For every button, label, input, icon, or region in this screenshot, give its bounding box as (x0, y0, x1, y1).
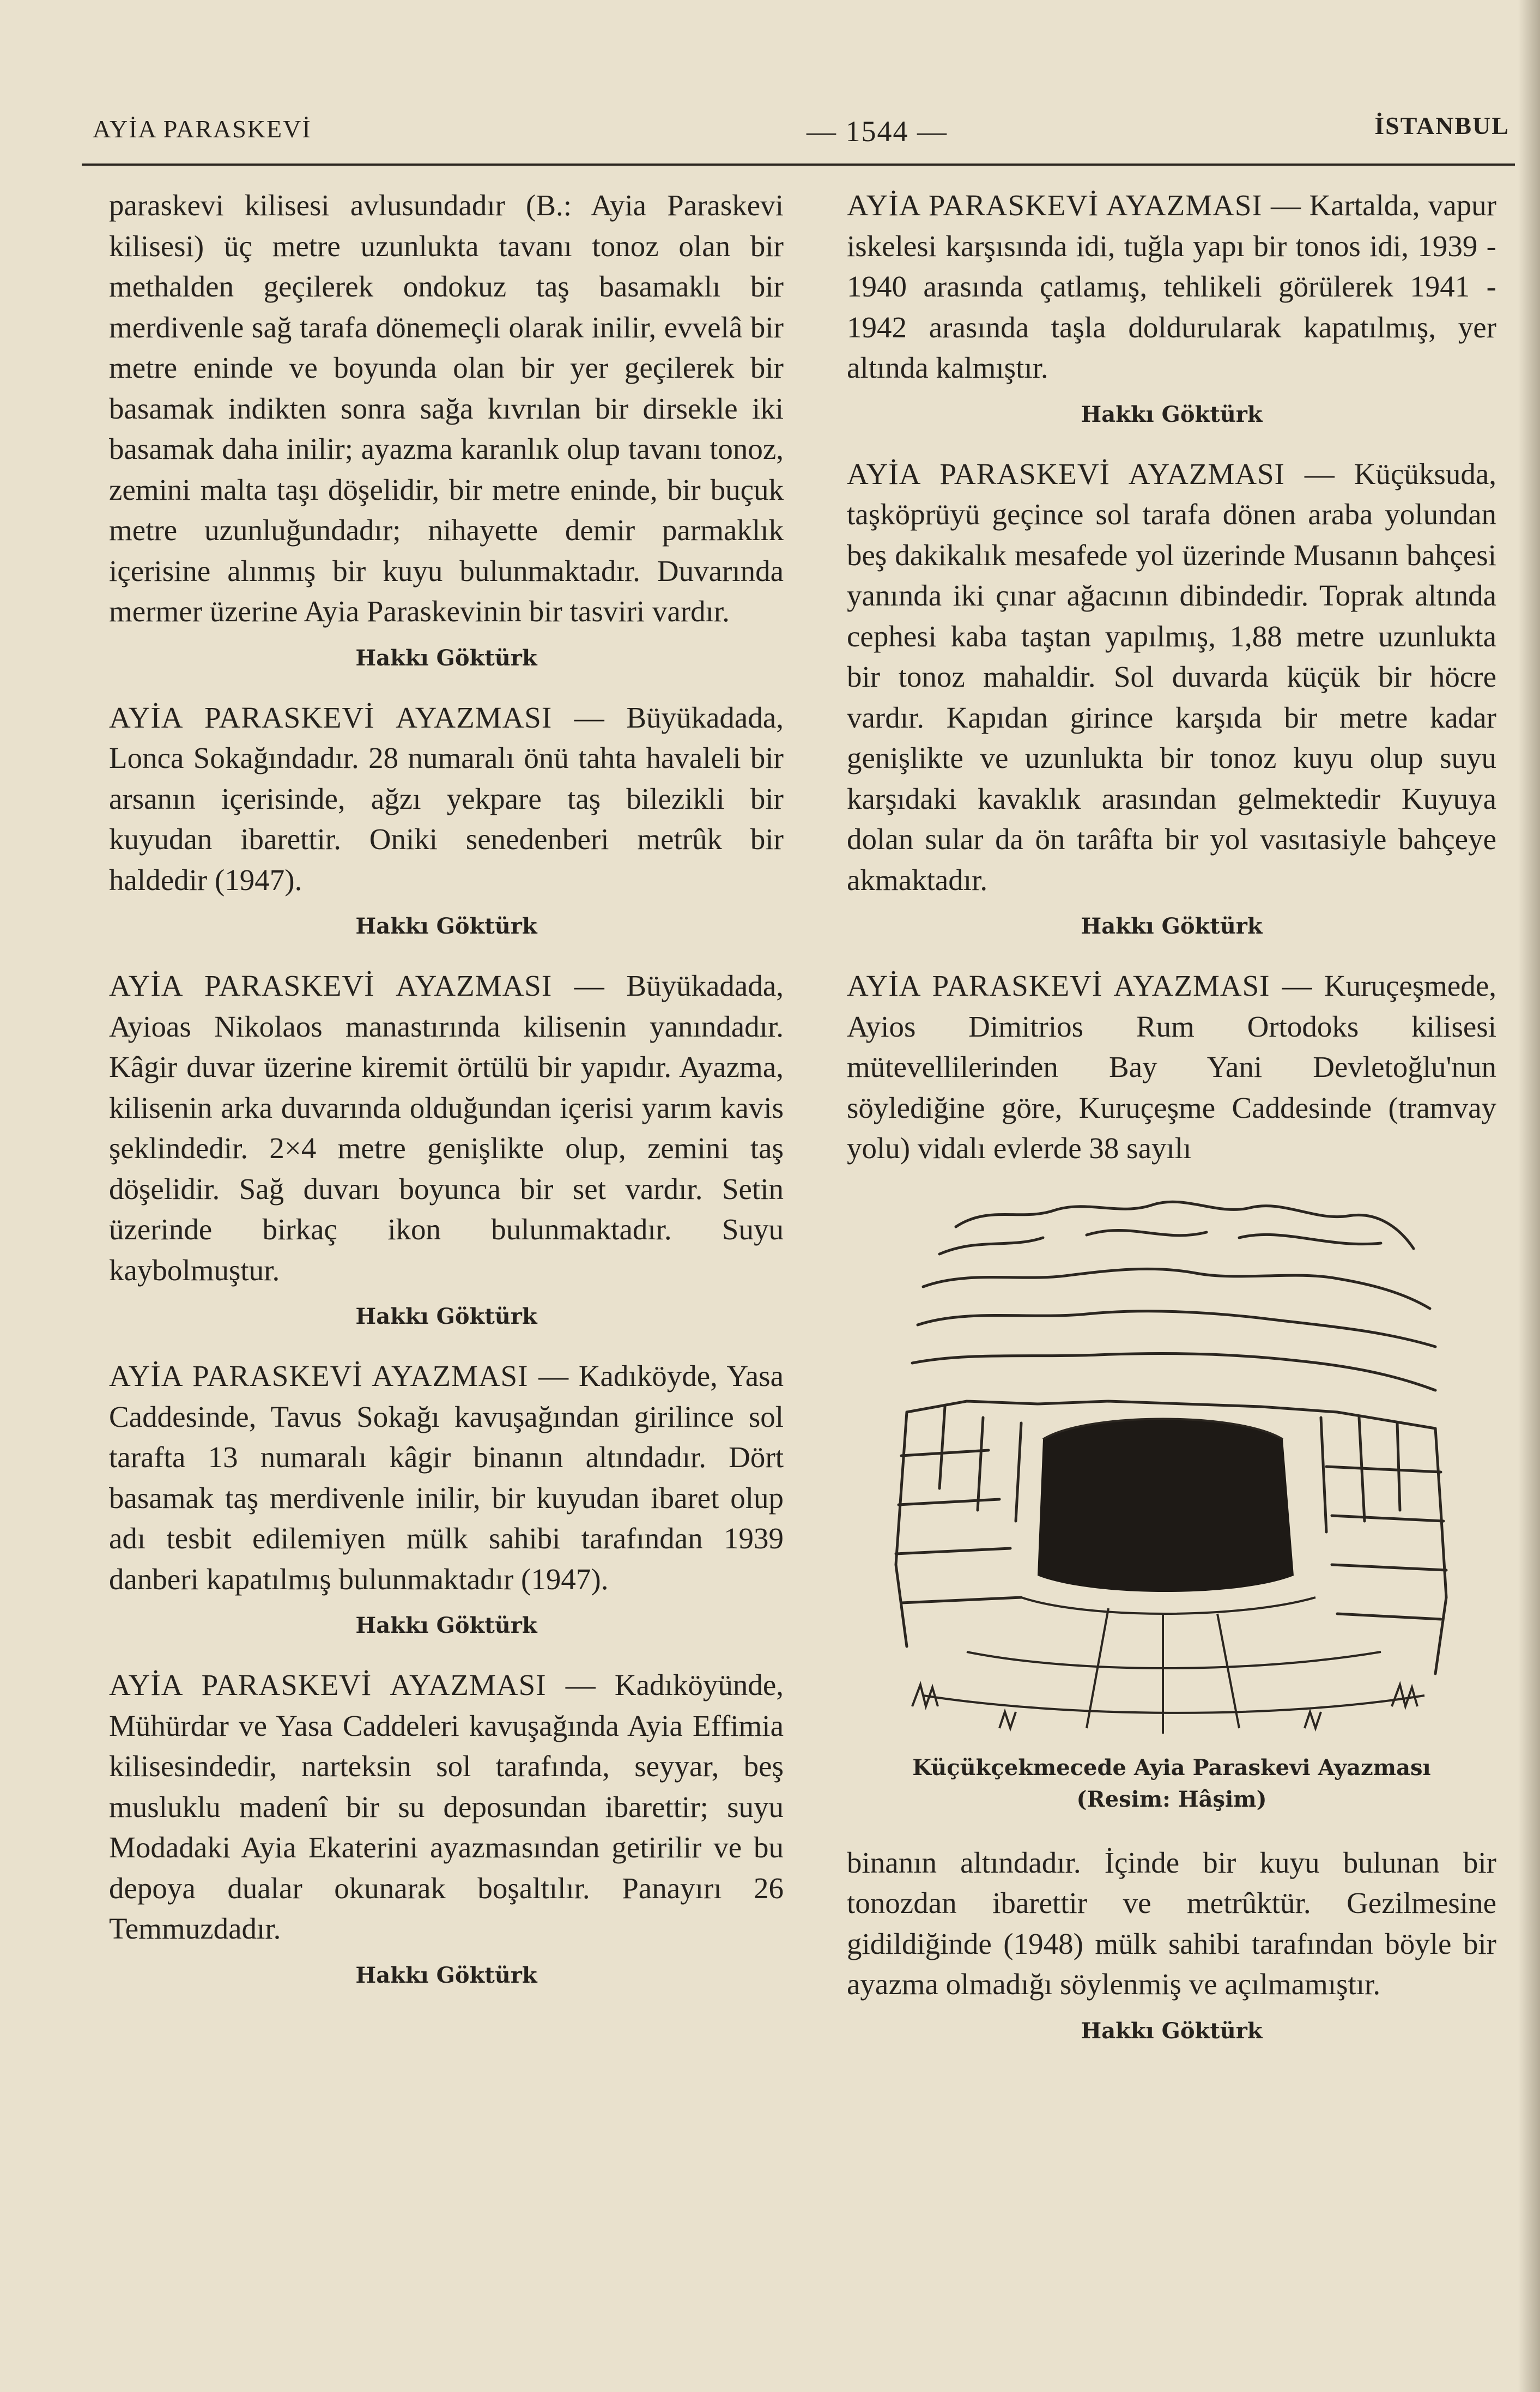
entry-title: AYİA PARASKEVİ AYAZMASI (847, 189, 1263, 222)
entry-author: Hakkı Göktürk (355, 913, 537, 939)
entry-text: paraskevi kilisesi avlusundadır (B.: Ayia Paraskevi kilisesi) üç metre uzunlukta tavanı tonoz olan bir methalden geçilerek ondokuz taş basamaklı bir merdivenle sağ tarafa dönemeçli olarak inilir, evvelâ bir metre eninde ve boyunda olan bir yer geçilerek bir basamak indikten sonra sağa kıvrılan bir dirsekle iki basamak daha inilir; ayazma karanlık olup tavanı tonoz, zemini malta taşı döşelidir, bir metre eninde, bir buçuk metre uzunluğundadır; nihayette demir parmaklık içerisine alınmış bir kuyu bulunmaktadır. Duvarında mermer üzerine Ayia Paraskevinin bir tasviri vardır. (109, 189, 784, 628)
entry-text (109, 966, 784, 1291)
figure-caption-credit: (Resim: Hâşim) (1076, 1786, 1267, 1812)
header-section-title: AYİA PARASKEVİ (93, 115, 312, 143)
entry-body: — Kadıköyde, Yasa Caddesinde, Tavus Sokağı kavuşağından girilince sol tarafta 13 numaralı kâgir binanın altındadır. Dört basamak taş merdivenle inilir, bir kuyudan ibaret olup adı tesbit edilemiyen mülk sahibi tarafından 1939 danberi kapatılmış bulunmaktadır (1947). (109, 1359, 784, 1596)
entry-text (847, 454, 1496, 901)
figure-caption-title: Küçükçekmecede Ayia Paraskevi Ayazması (912, 1754, 1431, 1781)
entry-title: AYİA PARASKEVİ AYAZMASI (109, 969, 553, 1002)
entry-kurucesme (847, 966, 1496, 1169)
entry-body: — Kartalda, vapur iskelesi karşısında idi, tuğla yapı bir tonos idi, 1939 - 1940 arasında çatlamış, tehlikeli görülerek 1941 - 1942 arasında taşla doldurularak kapatılmış, yer altında kalmıştır. (847, 189, 1496, 384)
entry-body: — Kadıköyünde, Mühürdar ve Yasa Caddeleri kavuşağında Ayia Effimia kilisesindedir, narteksin sol tarafında, seyyar, beş musluklu madenî bir su deposundan ibarettir; suyu Modadaki Ayia Ekaterini ayazmasından getirilir ve bu depoya dualar okunarak boşaltılır. Panayırı 26 Temmuzdadır. (109, 1668, 784, 1945)
entry-author: Hakkı Göktürk (355, 1304, 537, 1329)
entry-author: Hakkı Göktürk (1081, 913, 1263, 939)
entry-kartal (847, 185, 1496, 431)
entry-body: — Kuruçeşmede, Ayios Dimitrios Rum Ortodoks kilisesi mütevellilerinden Bay Yani Devletoğlu'nun söylediğine göre, Kuruçeşme Caddesinde (tramvay yolu) vidalı evlerde 38 sayılı (847, 969, 1496, 1165)
entry-text (109, 1356, 784, 1600)
entry-body: — Küçüksuda, taşköprüyü geçince sol tarafa dönen araba yolundan beş dakikalık mesafede yol üzerinde Musanın bahçesi yanında iki çınar ağacının dibindedir. Toprak altında cephesi kaba taştan yapılmış, 1,88 metre uzunlukta bir tonoz mahaldir. Sol duvarda küçük bir höcre vardır. Kapıdan girince karşıda bir metre kadar genişlikte ve uzunlukta bir tonoz kuyu olup suyu karşıdaki kavaklık arasından gelmektedir Kuyuya dolan sular da ön tarâfta bir yol vasıtasiyle bahçeye akmaktadır. (847, 457, 1497, 897)
page-edge-shadow (1518, 0, 1540, 2392)
sketch-drawing (858, 1183, 1479, 1739)
entry-text (109, 698, 784, 901)
entry-title: AYİA PARASKEVİ AYAZMASI (847, 969, 1270, 1002)
entry-buyukada-nikolaos (109, 966, 784, 1333)
right-column (847, 185, 1496, 2070)
ayazma-sketch-illustration (858, 1183, 1479, 1739)
entry-title: AYİA PARASKEVİ AYAZMASI (109, 1359, 529, 1392)
header-volume-title: İSTANBUL (1374, 112, 1509, 140)
entry-text: binanın altındadır. İçinde bir kuyu bulunan bir tonozdan ibarettir ve metrûktür. Gezilmesine gidildiğinde (1948) mülk sahibi tarafından böyle bir ayazma olmadığı söylenmiş ve açılmamıştır. (847, 1845, 1496, 2001)
entry-author: Hakkı Göktürk (355, 1962, 537, 1988)
entry-body: — Büyükadada, Ayioas Nikolaos manastırında kilisenin yanındadır. Kâgir duvar üzerine kiremit örtülü bir yapıdır. Ayazma, kilisenin arka duvarında olduğundan içerisi yarım kavis şeklindedir. 2×4 metre genişlikte olup, zemini taş döşelidir. Sağ duvarı boyunca bir set vardır. Setin üzerinde birkaç ikon bulunmaktadır. Suyu kaybolmuştur. (109, 969, 784, 1287)
entry-kucuksu (847, 454, 1496, 943)
entry-author: Hakkı Göktürk (355, 645, 537, 671)
entry-text (847, 966, 1496, 1169)
entry-kadikoy-yasa (109, 1356, 784, 1642)
entry-author: Hakkı Göktürk (1081, 2018, 1263, 2044)
entry-title: AYİA PARASKEVİ AYAZMASI (109, 1668, 547, 1701)
entry-title: AYİA PARASKEVİ AYAZMASI (847, 457, 1285, 490)
entry-kurucesme-continued (847, 1843, 1496, 2048)
entry-kadikoy-muhurdar (109, 1665, 784, 1992)
entry-text (109, 1665, 784, 1949)
entry-continued (109, 185, 784, 675)
entry-title: AYİA PARASKEVİ AYAZMASI (109, 700, 553, 734)
running-header (82, 107, 1515, 150)
entry-author: Hakkı Göktürk (355, 1613, 537, 1638)
figure-caption (847, 1752, 1496, 1815)
header-rule (82, 163, 1515, 166)
entry-buyukada-lonca (109, 698, 784, 943)
entry-text (847, 185, 1496, 389)
entry-author: Hakkı Göktürk (1081, 401, 1263, 427)
left-column (109, 185, 784, 2015)
page-number: — 1544 — (807, 115, 948, 148)
entry-body: — Büyükadada, Lonca Sokağındadır. 28 numaralı önü tahta havaleli bir arsanın içerisinde, ağzı yekpare taş bilezikli bir kuyudan ibarettir. Oniki senedenberi metrûk bir haldedir (1947). (109, 700, 784, 897)
